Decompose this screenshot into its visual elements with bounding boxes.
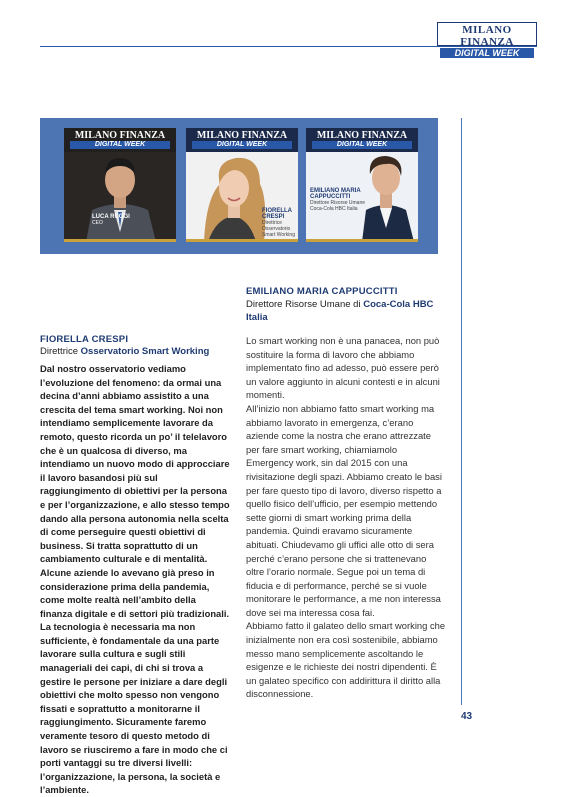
card-caption: [310, 188, 366, 212]
speaker-role-org: Coca-Cola HBC Italia: [246, 299, 434, 323]
card-caption-role: Direttrice Osservatorio Smart Working: [262, 220, 295, 238]
crespi-quote: Dal nostro osservatorio vediamo l’evoluzione del fenomeno: da ormai una decina d’anni abbiamo assistito a una crescita del tema smart working. Noi non intendiamo semplicemente lavorare da remoto, questo ricorda un po’ il telelavoro che è un qualcosa di diverso, ma intendiamo un nuovo modo di approcciare il lavoro basandosi più sul raggiungimento di obiettivi per la persona e per l’organizzazione, e allo stesso tempo dando alla persona autonomia nella scelta di come perseguire questi obiettivi di business. Si tratta soprattutto di un cambiamento culturale e di mentalità. Alcune aziende lo avevano già preso in considerazione prima della pandemia, come molte realtà nell’ambito della finanza digitale e di settori più tradizionali. La tecnologia è necessaria ma non sufficiente, è fondamentale da una parte lavorare sulla cultura e sugli stili manageriali dei capi, di chi si trova a gestire le persone per iniziare a dare degli obiettivi che molto spesso non vengono fissati e soprattutto a monitorarne il raggiungimento. Sicuramente faremo veramente tesoro di questo metodo di lavoro se riusciremo a fare in modo che ci porti vantaggi su tre diversi livelli: l’organizzazione, la persona, la società e l’ambiente.: [40, 363, 230, 796]
card-caption-name: FIORELLA CRESPI: [262, 208, 292, 220]
card-caption-name: EMILIANO MARIA CAPPUCCITTI: [310, 188, 361, 200]
card-subheader: DIGITAL WEEK: [70, 141, 170, 149]
card-caption-role: Direttore Risorse Umane Coca-Cola HBC Italia: [310, 200, 366, 212]
card-header: MILANO FINANZA: [74, 130, 166, 141]
portrait-card-ruggi: [64, 128, 176, 242]
card-caption: [262, 208, 296, 238]
speaker-name-crespi: FIORELLA CRESPI: [40, 334, 129, 345]
cappuccitti-quote: [246, 334, 446, 701]
quote-paragraph: Abbiamo fatto il galateo dello smart working che inizialmente non era così sostenibile, abbiamo messo mano semplicemente ascoltando le esigenze e le richieste dei nostri dipendenti. È un galateo specifico con addirittura il diritto alla disconnessione.: [246, 620, 446, 700]
card-subheader: DIGITAL WEEK: [312, 141, 412, 149]
card-gold-stripe: [64, 239, 176, 242]
speaker-role-prefix: Direttore Risorse Umane di: [246, 299, 361, 310]
card-caption: [92, 214, 130, 226]
speaker-name-cappuccitti: EMILIANO MARIA CAPPUCCITTI: [246, 286, 398, 297]
margin-rule: [461, 118, 462, 705]
speaker-role-prefix: Direttrice: [40, 346, 79, 357]
card-header: MILANO FINANZA: [196, 130, 288, 141]
speaker-role-cappuccitti: [246, 299, 446, 324]
card-caption-role: CEO: [92, 220, 103, 226]
masthead-logo: [437, 22, 537, 58]
masthead-subtitle: DIGITAL WEEK: [440, 48, 534, 58]
speaker-role-org: Osservatorio Smart Working: [80, 346, 210, 357]
quote-paragraph: Lo smart working non è una panacea, non può sostituire la forma di lavoro che abbiamo implementato fino ad adesso, può essere però un valore aggiunto in alcuni contesti e in alcuni momenti.: [246, 335, 440, 401]
page-number: 43: [461, 711, 473, 722]
card-header: MILANO FINANZA: [316, 130, 408, 141]
photo-banner: [40, 118, 438, 254]
card-subheader: DIGITAL WEEK: [192, 141, 292, 149]
speaker-role-crespi: [40, 346, 209, 357]
masthead-rule: [40, 46, 537, 47]
card-gold-stripe: [306, 239, 418, 242]
masthead-title: MILANO FINANZA: [460, 24, 514, 48]
portrait-card-crespi: [186, 128, 298, 242]
card-gold-stripe: [186, 239, 298, 242]
portrait-card-cappuccitti: [306, 128, 418, 242]
quote-paragraph: All’inizio non abbiamo fatto smart working ma abbiamo lavorato in emergenza, c’erano aziende come la nostra che erano attrezzate per fare smart working, chiamiamolo Emergency work, sin dal 2015 con una rivisitazione degli spazi. Abbiamo creato le basi per fare questo tipo di lavoro, diverso rispetto a quello fisico dell’ufficio, per esempio mettendo sette giorni di smart working prima della pandemia. Quindi eravamo sicuramente abituati. Chiudevamo gli uffici alle otto di sera perché c’erano persone che si trattenevano oltre l’orario normale. Segue poi un tema di fiducia e di performance, perché se si vuole monitorare le performance, a me non interessa dove sei ma interessa cosa fai.: [246, 402, 442, 618]
card-caption-name: LUCA RUGGI: [92, 214, 130, 220]
